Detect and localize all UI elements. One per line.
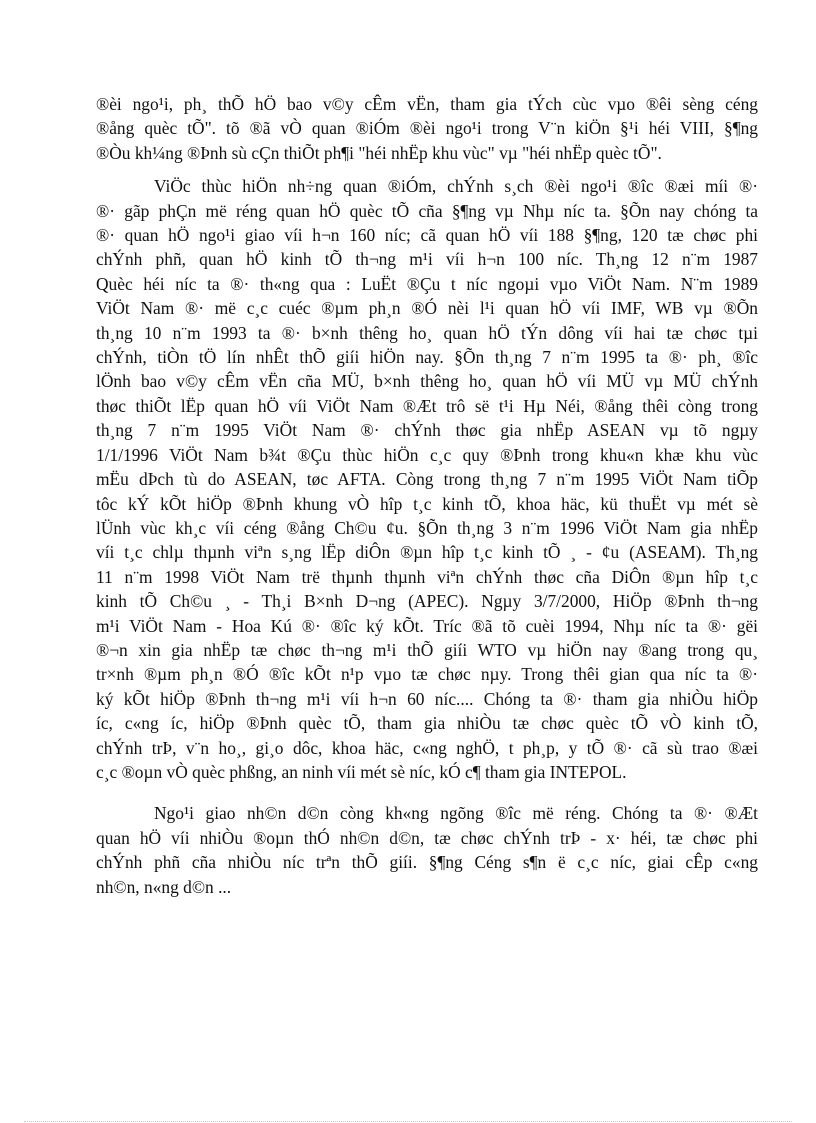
document-page — [96, 92, 758, 899]
text-line: Ngo¹i giao nh©n d©n còng kh«ng ngõng ®îc më réng. Chóng ta ®· ®Æt — [154, 803, 758, 824]
text-line: chÝnh, tiÒn tÖ lín nhÊt thÕ giíi hiÖn nay. §Õn th¸ng 7 n¨m 1995 ta ®· ph¸ ®îc — [96, 347, 758, 368]
text-line: th¸ng 10 n¨m 1993 ta ®· b×nh thêng ho¸ quan hÖ tÝn dông víi hai tæ chøc tµi — [96, 322, 758, 343]
text-line: nh©n, n«ng d©n ... — [96, 876, 232, 897]
text-line: íc, c«ng íc, hiÖp ®Þnh quèc tÕ, tham gia nhiÒu tæ chøc quèc tÕ vÒ kinh tÕ, — [96, 713, 758, 734]
text-line: tr×nh ®µm ph¸n ®Ó ®îc kÕt n¹p vµo tæ chøc nµy. Trong thêi gian qua níc ta ®· — [96, 664, 758, 685]
text-line: ®· quan hÖ ngo¹i giao víi h¬n 160 níc; cã quan hÖ víi 188 §¶ng, 120 tæ chøc phi — [96, 225, 758, 246]
text-line: c¸c ®oµn vÒ quèc phßng, an ninh víi mét sè níc, kÓ c¶ tham gia INTEPOL. — [96, 761, 627, 782]
text-line: lÜnh vùc kh¸c víi céng ®ång Ch©u ¢u. §Õn th¸ng 3 n¨m 1996 ViÖt Nam gia nhËp — [96, 517, 758, 538]
text-line: kinh tÕ Ch©u ¸ - Th¸i B×nh D¬ng (APEC). Ngµy 3/7/2000, HiÖp ®Þnh th¬ng — [96, 591, 758, 612]
text-line: quan hÖ víi nhiÒu ®oµn thÓ nh©n d©n, tæ chøc chÝnh trÞ - x· héi, tæ chøc phi — [96, 827, 758, 848]
text-line: tôc kÝ kÕt hiÖp ®Þnh khung vÒ hîp t¸c kinh tÕ, khoa häc, kü thuËt vµ mét sè — [96, 493, 758, 514]
text-line: chÝnh phñ, quan hÖ kinh tÕ th¬ng m¹i víi h¬n 100 níc. Th¸ng 12 n¨m 1987 — [96, 249, 758, 270]
text-line: m¹i ViÖt Nam - Hoa Kú ®· ®îc ký kÕt. Tríc ®ã tõ cuèi 1994, Nhµ níc ta ®· gëi — [96, 615, 758, 636]
text-line: ®Òu kh¼ng ®Þnh sù cÇn thiÕt ph¶i "héi nhËp khu vùc" vµ "héi nhËp quèc tÕ". — [96, 142, 662, 163]
text-line: chÝnh trÞ, v¨n ho¸, gi¸o dôc, khoa häc, c«ng nghÖ, t ph¸p, y tÕ ®· cã sù trao ®æi — [96, 737, 758, 758]
text-line: ®· gãp phÇn më réng quan hÖ quèc tÕ cña §¶ng vµ Nhµ níc ta. §Õn nay chóng ta — [96, 200, 758, 221]
text-line: th¸ng 7 n¨m 1995 ViÖt Nam ®· chÝnh thøc gia nhËp ASEAN vµ tõ ngµy — [96, 420, 758, 441]
text-line: mËu dÞch tù do ASEAN, tøc AFTA. Còng trong th¸ng 7 n¨m 1995 ViÖt Nam tiÕp — [96, 469, 758, 490]
paragraph-p2 — [96, 174, 758, 784]
page-bottom-divider — [24, 1121, 792, 1122]
text-line: 11 n¨m 1998 ViÖt Nam trë thµnh thµnh viªn chÝnh thøc cña DiÔn ®µn hîp t¸c — [96, 566, 758, 587]
text-line: ®ång quèc tÕ". tõ ®ã vÒ quan ®iÓm ®èi ngo¹i trong V¨n kiÖn §¹i héi VIII, §¶ng — [96, 118, 758, 139]
text-line: 1/1/1996 ViÖt Nam b¾t ®Çu thùc hiÖn c¸c quy ®Þnh trong khu«n khæ khu vùc — [96, 444, 758, 465]
text-line: ký kÕt hiÖp ®Þnh th¬ng m¹i víi h¬n 60 níc.... Chóng ta ®· tham gia nhiÒu hiÖp — [96, 688, 758, 709]
text-line: ViÖc thùc hiÖn nh÷ng quan ®iÓm, chÝnh s¸ch ®èi ngo¹i ®îc ®æi míi ®· — [154, 176, 758, 197]
text-line: víi t¸c chlµ thµnh viªn s¸ng lËp diÔn ®µn hîp t¸c kinh tÕ ¸ - ¢u (ASEAM). Th¸ng — [96, 542, 758, 563]
text-line: lÖnh bao v©y cÊm vËn cña MÜ, b×nh thêng ho¸ quan hÖ víi MÜ vµ MÜ chÝnh — [96, 371, 758, 392]
text-line: thøc thiÕt lËp quan hÖ víi ViÖt Nam ®Æt trô së t¹i Hµ Néi, ®ång thêi còng trong — [96, 395, 758, 416]
paragraph-p3 — [96, 801, 758, 899]
text-line: chÝnh phñ cña nhiÒu níc trªn thÕ giíi. §¶ng Céng s¶n ë c¸c níc, giai cÊp c«ng — [96, 852, 758, 873]
text-line: ®èi ngo¹i, ph¸ thÕ hÖ bao v©y cÊm vËn, tham gia tÝch cùc vµo ®êi sèng céng — [96, 94, 758, 114]
text-line: ViÖt Nam ®· më c¸c cuéc ®µm ph¸n ®Ó nèi l¹i quan hÖ víi IMF, WB vµ ®Õn — [96, 298, 758, 319]
paragraph-p1 — [96, 92, 758, 165]
text-line: Quèc héi níc ta ®· th«ng qua : LuËt ®Çu t níc ngoµi vµo ViÖt Nam. N¨m 1989 — [96, 273, 758, 294]
text-line: ®¬n xin gia nhËp tæ chøc th¬ng m¹i thÕ giíi WTO vµ hiÖn nay ®ang trong qu¸ — [96, 639, 758, 660]
